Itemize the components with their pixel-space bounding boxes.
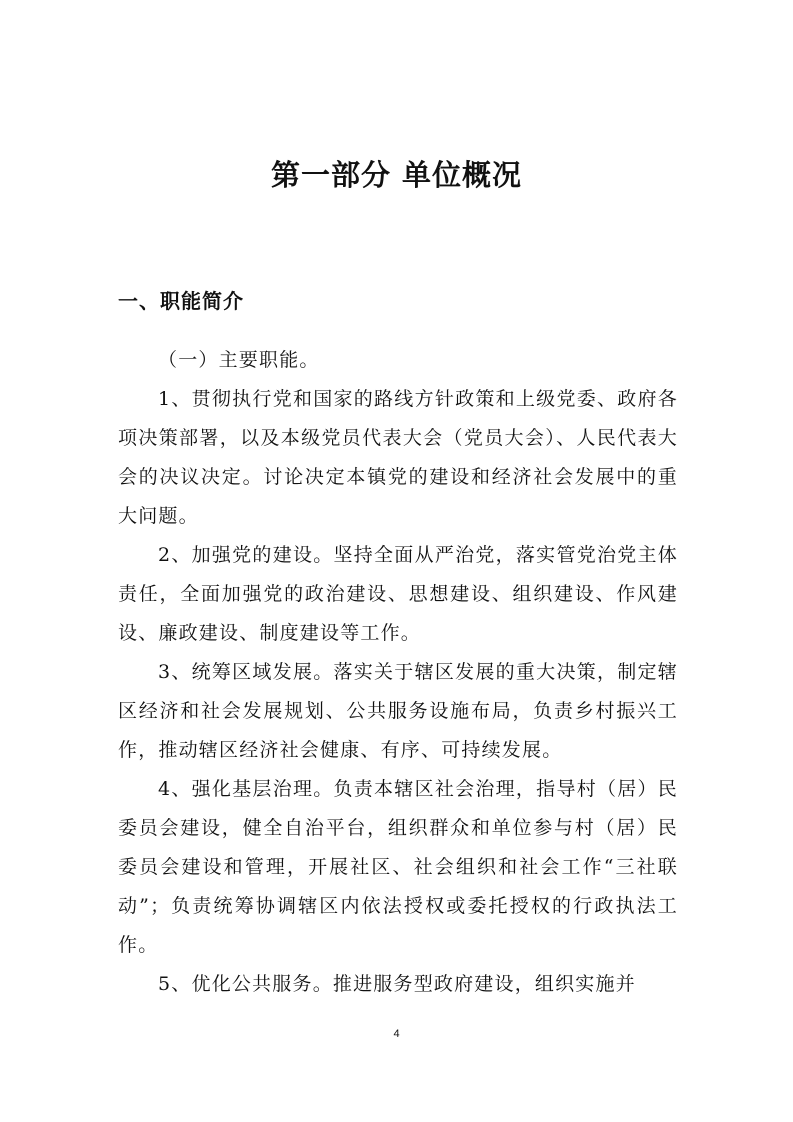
paragraph-5: 5、优化公共服务。推进服务型政府建设，组织实施并: [158, 973, 636, 995]
subheading: （一）主要职能。: [158, 349, 320, 371]
page-title: 第一部分 单位概况: [270, 158, 523, 192]
body-text: [118, 341, 678, 1004]
paragraph-3: 3、统筹区域发展。落实关于辖区发展的重大决策，制定辖区经济和社会发展规划、公共服务设施布局，负责乡村振兴工作，推动辖区经济社会健康、有序、可持续发展。: [118, 661, 678, 761]
page-number: 4: [393, 1028, 400, 1040]
paragraph-4: 4、强化基层治理。负责本辖区社会治理，指导村（居）民委员会建设，健全自治平台，组织群众和单位参与村（居）民委员会建设和管理，开展社区、社会组织和社会工作“三社联动”；负责统筹协调辖区内依法授权或委托授权的行政执法工作。: [118, 778, 678, 956]
section-heading: 一、职能简介: [118, 289, 244, 313]
paragraph-1: 1、贯彻执行党和国家的路线方针政策和上级党委、政府各项决策部署，以及本级党员代表大会（党员大会）、人民代表大会的决议决定。讨论决定本镇党的建设和经济社会发展中的重大问题。: [118, 388, 678, 527]
paragraph-2: 2、加强党的建设。坚持全面从严治党，落实管党治党主体责任，全面加强党的政治建设、思想建设、组织建设、作风建设、廉政建设、制度建设等工作。: [118, 544, 678, 644]
